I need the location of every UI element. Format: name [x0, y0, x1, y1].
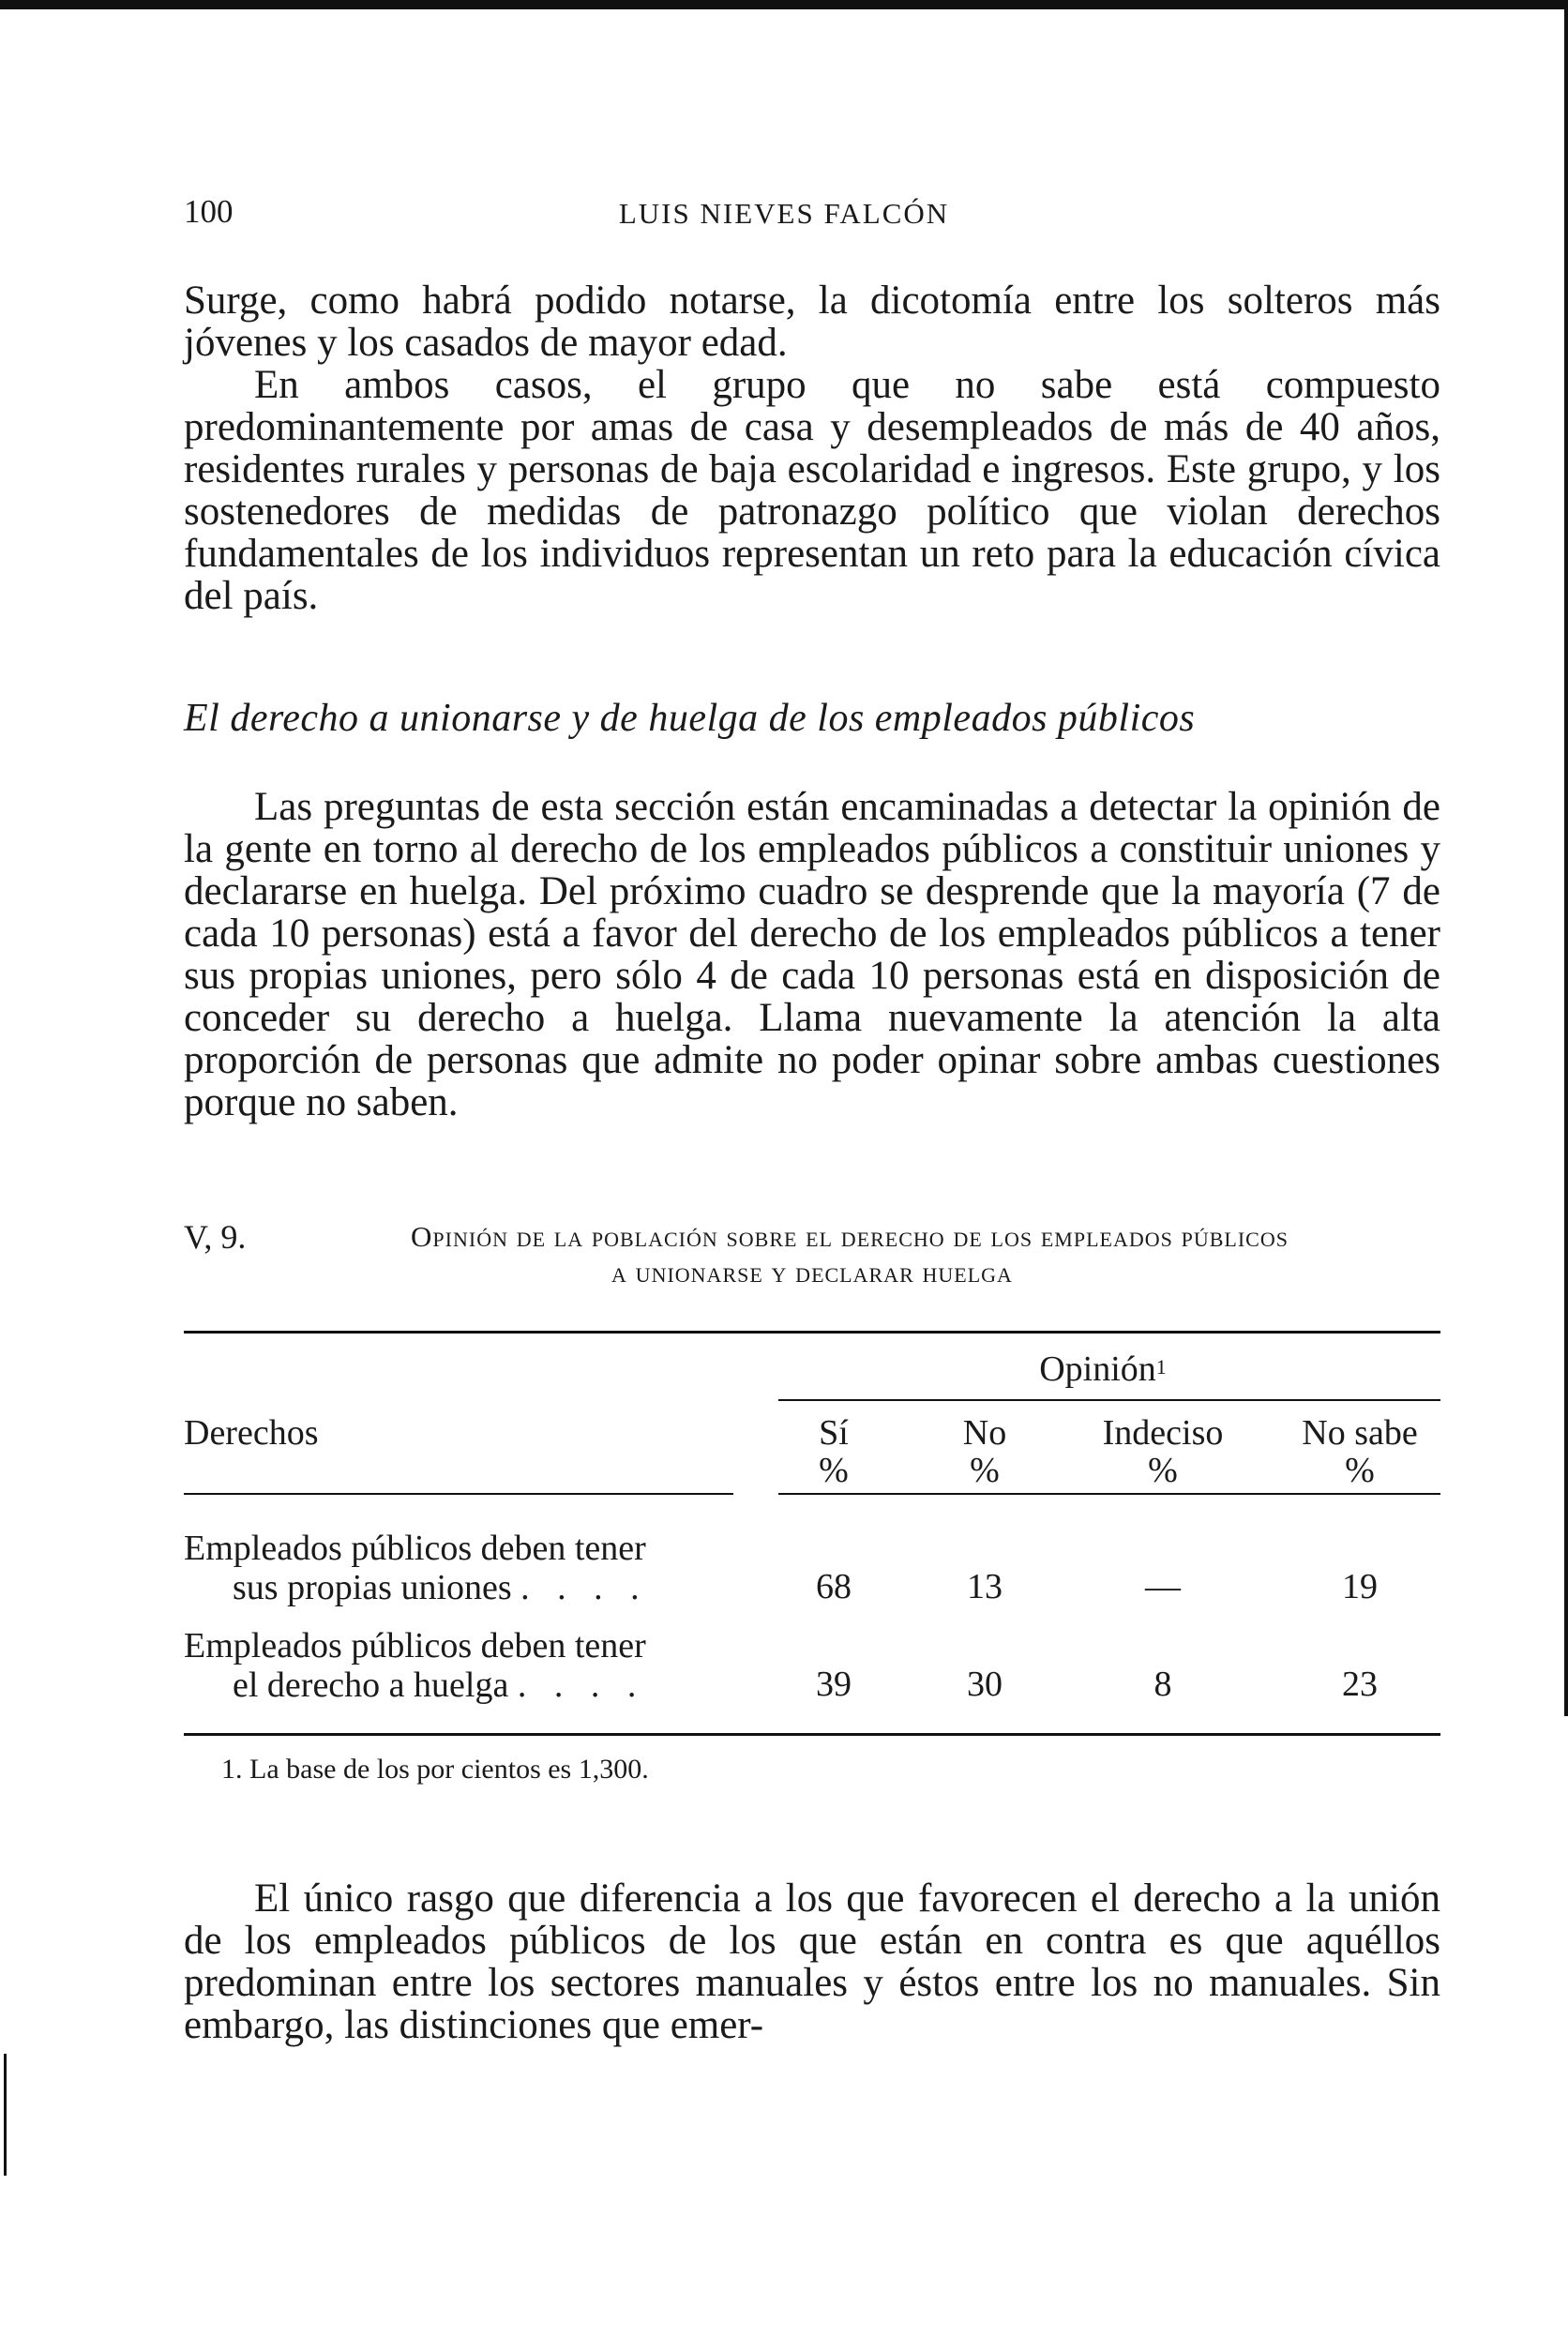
column-head-rule — [778, 1493, 1440, 1495]
paragraph-intro: Surge, como habrá podido notarse, la dicotomía entre los solteros más jóvenes y los casados de mayor edad. — [184, 279, 1440, 365]
left-margin-mark — [4, 2054, 7, 2176]
column-header-no-sabe: No sabe % — [1302, 1413, 1418, 1490]
table-cell: 39 — [816, 1665, 852, 1704]
column-header-si: Sí % — [819, 1413, 849, 1490]
stub-head-rule — [184, 1493, 733, 1495]
paragraph-closing: El único rasgo que diferencia a los que favorecen el derecho a la unión de los empleados públicos de los que están en contra es que aquéllos predominan entre los sectores manuales y éstos entre los no manuales. Sin embargo, las distinciones que emer- — [184, 1876, 1440, 2047]
table-row-label: Empleados públicos deben tener sus propias uniones . . . . — [184, 1529, 649, 1607]
opinion-footnote-mark: 1 — [1155, 1355, 1167, 1379]
table-number: V, 9. — [184, 1218, 247, 1256]
table-cell: 19 — [1342, 1567, 1378, 1606]
top-border — [0, 0, 1568, 9]
row-header: Derechos — [184, 1413, 319, 1453]
opinion-span-rule — [778, 1399, 1440, 1401]
table-cell: 8 — [1153, 1665, 1172, 1704]
right-border — [1564, 0, 1568, 1716]
table-cell: 23 — [1342, 1665, 1378, 1704]
section-heading: El derecho a unionarse y de huelga de los empleados públicos — [184, 697, 1196, 740]
table-cell: — — [1145, 1567, 1181, 1606]
running-head: LUIS NIEVES FALCÓN — [618, 197, 950, 230]
opinion-header: Opinión$^1$ — [1039, 1349, 1167, 1389]
paragraph-section: Las preguntas de esta sección están encaminadas a detectar la opinión de la gente en torno al derecho de los empleados públicos a constituir uniones y declararse en huelga. Del próximo cuadro se desprende que la mayoría (7 de cada 10 personas) está a favor del derecho de los empleados públicos a tener sus propias uniones, pero sólo 4 de cada 10 personas está en disposición de conceder su derecho a huelga. Llama nuevamente la atención la alta proporción de personas que admite no poder opinar sobre ambas cuestiones porque no saben. — [184, 785, 1440, 1124]
column-header-no: No % — [962, 1413, 1007, 1490]
table-cell: 30 — [967, 1665, 1003, 1704]
paragraph-no-sabe: En ambos casos, el grupo que no sabe está compuesto predominantemente por amas de casa y desempleados de más de 40 años, residentes rurales y personas de baja escolaridad e ingresos. Este grupo, y los sostenedores de medidas de patronazgo político que violan derechos fundamentales de los individuos representan un reto para la educación cívica del país. — [184, 363, 1440, 618]
table-caption — [184, 1219, 1440, 1290]
table-cell: 13 — [967, 1567, 1003, 1606]
table-cell: 68 — [816, 1567, 852, 1606]
table-bottom-rule — [184, 1733, 1440, 1736]
table-caption-line1: Opinión de la población sobre el derecho de los empleados públicos — [411, 1220, 1289, 1253]
table-row-label: Empleados públicos deben tener el derecho a huelga . . . . — [184, 1626, 646, 1705]
column-header-indeciso: Indeciso % — [1102, 1413, 1224, 1490]
page-number: 100 — [184, 193, 234, 230]
table-top-rule — [184, 1331, 1440, 1334]
table-footnote: 1. La base de los por cientos es 1,300. — [221, 1754, 649, 1785]
table-caption-line2: a unionarse y declarar huelga — [611, 1256, 1013, 1289]
